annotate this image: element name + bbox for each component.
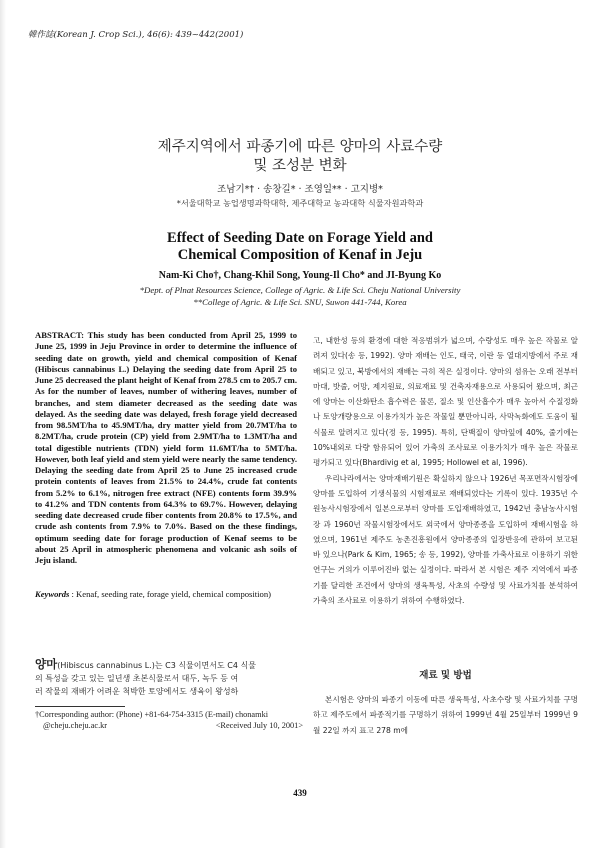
keywords-text: : Kenaf, seeding rate, forage yield, chemical composition) [69, 589, 272, 599]
abstract-heading: ABSTRACT: [35, 330, 85, 340]
received-date: <Received July 10, 2001> [215, 721, 303, 730]
korean-title [0, 138, 600, 176]
methods-column [313, 692, 578, 738]
korean-title-line1: 제주지역에서 파종기에 따른 양마의 사료수량 [157, 139, 443, 155]
korean-affiliation: *서울대학교 농업생명과학대학, 제주대학교 농과대학 식물자원과학과 [176, 198, 424, 208]
intro-lead-word: 양마 [35, 657, 58, 671]
section-heading-methods: 재료 및 방법 [419, 670, 472, 681]
footnote-divider [35, 706, 125, 707]
journal-reference: 韓作誌(Korean J. Crop Sci.), 46(6): 439~442(2001) [28, 30, 244, 40]
intro-right-column [313, 333, 578, 608]
keywords-heading: Keywords [35, 589, 70, 599]
footnote-corresponding: †Corresponding author: (Phone) +81-64-754-3315 (E-mail) chonamki [35, 710, 269, 719]
intro-left-column [35, 658, 297, 698]
abstract-text: This study has been conducted from April 25, 1999 to June 25, 1999 in Jeju Province in order to determine the influence of seeding date on growth, yield and chemical composition of Kenaf (Hibiscus cannabinus L.) Delaying the seeding date from April 25 to June 25 decreased the plant height of Kenaf from 278.5 cm to 205.7 cm. As for the number of leaves, number of withering leaves, number of branches, and stem diameter decreased as the seeding date was delayed. As the seeding date was delayed, fresh forage yield decreased from 98.5MT/ha to 45.9MT/ha, dry matter yield from 20.7MT/ha to 8.2MT/ha, crude protein (CP) yield from 2.9MT/ha to 1.3MT/ha and total digestible nutrients (TDN) yield form 11.6MT/ha to 5MT/ha. However, both leaf yield and stem yield were nearly the same tendency. Delaying the seeding date from April 25 to June 25 increased crude protein contents of leaves from 21.5% to 24.4%, crude fat contents from 5.2% to 6.1%, nitrogen free extract (NFE) contents form 39.9% to 41.2% and TDN contents from 64.3% to 69.7%. However, delaying seeding date decreased crude fiber contents from 20.8% to 17.5%, and crude ash contents from 7.9% to 7.0%. Based on the these findings, optimum seeding date for forage production of Kenaf seems to be about 25 April in atmospheric phenomena and volcanic ash soils of Jeju island. [35, 330, 297, 565]
english-title-line1: Effect of Seeding Date on Forage Yield and [167, 230, 433, 246]
abstract [35, 330, 297, 566]
english-affiliation [0, 285, 600, 308]
intro-left-line3: 러 작물의 재배가 어려운 척박한 토양에서도 생육이 왕성하 [35, 687, 239, 696]
intro-paragraph-2: 우리나라에서는 양마재배기원은 확실하지 않으나 1926년 목포면작시험장에 양마를 도입하여 기생식물의 시험재료로 재배되었다는 기록이 있다. 1935년 수원농사시험장에서 일본으로부터 양마를 도입재배하였고, 1942년 충남농사시험장 과 1960년 작물시험장에서도 외국에서 양마종종을 도입하여 재배시험을 하였으며, 1961년 제주도 농촌진흥원에서 양마종종의 일장반응에 관하여 보고된 바 있으나(Park & Kim, 1965; 송 등, 1992), 양마를 가축사료로 이용하기 위한 연구는 거의가 이루어진바 없는 실정이다. 따라서 본 시험은 제주 지역에서 파종기를 달리한 조건에서 양마의 생육특성, 사초의 수량성 및 사료가치를 분석하여 가축의 조사료로 이용하기 위하여 수행하였다. [313, 473, 578, 606]
english-affiliation-line2: **College of Agric. & Life Sci. SNU, Suwon 441-744, Korea [193, 296, 407, 307]
korean-title-line2: 및 조성분 변화 [253, 158, 347, 174]
korean-authors: 조남기*† · 송창길* · 조영일** · 고지병* [217, 184, 383, 195]
keywords [35, 589, 297, 601]
intro-left-line2: 의 특성을 갖고 있는 일년생 초본식물로서 대두, 녹두 등 여 [35, 674, 239, 683]
english-title-line2: Chemical Composition of Kenaf in Jeju [177, 247, 423, 263]
english-authors: Nam-Ki Cho†, Chang-Khil Song, Young-Il Cho* and JI-Byung Ko [158, 270, 442, 281]
intro-left-line1: 양마(Hibiscus cannabinus L.)는 C3 식물이면서도 C4 식물 [35, 657, 256, 671]
footnote-email-cont: @cheju.cheju.ac.kr [43, 721, 108, 730]
english-title [0, 230, 600, 264]
english-affiliation-line1: *Dept. of Plnat Resources Science, College of Agric. & Life Sci. Cheju National University [139, 285, 461, 295]
scan-edge-shadow [0, 0, 6, 848]
footnote [35, 709, 303, 731]
methods-paragraph-1: 본시험은 양마의 파종기 이동에 따른 생육특성, 사초수량 및 사료가치를 구명하고 제주도에서 파종적기를 구명하기 위하여 1999년 4월 25일부터 1999년 9월 22일 까지 표고 278 m에 [313, 695, 578, 735]
intro-paragraph-1: 고, 내한성 등의 환경에 대한 적응범위가 넓으며, 수량성도 매우 높은 작물로 알려져 있다(송 등, 1992). 양마 재배는 인도, 태국, 이란 등 열대지방에서 주로 재배되고 있고, 북방에서의 재배는 극히 적은 실정이다. 양마의 섬유는 오래 전부터 마대, 밧줄, 어망, 제지원료, 의료재료 및 건축자재용으로 사용되어 왔으며, 최근에 양마는 이산화탄소 흡수력은 물론, 질소 및 인산흡수가 매우 높아서 수질정화나 토양개량용으로 이용가치가 높은 작물일 뿐만아니라, 사막녹화에도 도움이 될 식물로 알려지고 있다(정 등, 1995). 특히, 단백질이 양마잎에 40%, 줄기에는 10%내외로 다량 함유되어 있어 가축의 조사료로 이용가치가 매우 높은 작물로 평가되고 있다(Bhardivig et al, 1995; Hollowel et al, 1996). [313, 336, 578, 468]
page-number: 439 [293, 788, 307, 798]
